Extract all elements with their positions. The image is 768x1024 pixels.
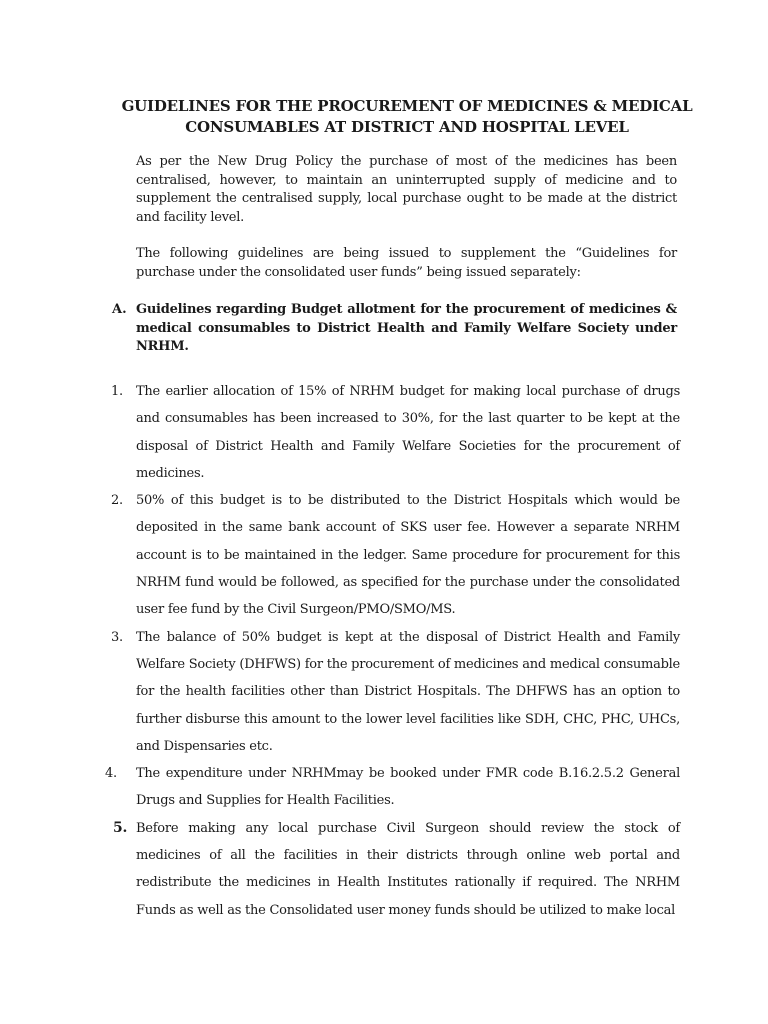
list-item-number: 1.: [111, 384, 123, 399]
section-a: [110, 301, 677, 357]
list-item-number: 3.: [111, 629, 123, 645]
list-item-number: 2.: [111, 493, 123, 509]
list-item-text: The earlier allocation of 15% of NRHM budget for making local purchase of drugs and consumables has been increased to 30%, for the last quarter to be kept at the disposal of District Health and Family Welfare Societies for the procurement of medicines.: [136, 384, 680, 481]
intro-paragraph-1: As per the New Drug Policy the purchase of most of the medicines has been centralised, however, to maintain an uninterrupted supply of medicine and to supplement the centralised supply, local purchase ought to be made at the district and facility level.: [136, 154, 677, 225]
list-item-text: The expenditure under NRHMmay be booked under FMR code B.16.2.5.2 General Drugs and Supplies for Health Facilities.: [136, 766, 680, 809]
section-a-heading: Guidelines regarding Budget allotment for the procurement of medicines & medical consumables to District Health and Family Welfare Society under NRHM.: [136, 302, 677, 354]
list-item-text: 50% of this budget is to be distributed to the District Hospitals which would be deposited in the same bank account of SKS user fee. However a separate NRHM account is to be maintained in the ledger. Same procedure for procurement for this NRHM fund would be followed, as specified for the purchase under the consolidated user fee fund by the Civil Surgeon/PMO/SMO/MS.: [136, 493, 680, 618]
title-line-1: GUIDELINES FOR THE PROCUREMENT OF MEDICINES & MEDICAL: [121, 97, 693, 115]
list-item-1: [100, 378, 680, 487]
list-item-2: [100, 487, 680, 623]
list-item-4: [100, 760, 680, 815]
list-item-3: [100, 624, 680, 760]
intro-paragraph-2: The following guidelines are being issued to supplement the “Guidelines for purchase under the consolidated user funds” being issued separately:: [136, 246, 677, 280]
list-item-5: [100, 815, 680, 924]
list-item-number: 4.: [105, 766, 117, 782]
document-title: [100, 96, 714, 138]
list-item-text: Before making any local purchase Civil Surgeon should review the stock of medicines of all the facilities in their districts through online web portal and redistribute the medicines in Health Institutes rationally if required. The NRHM Funds as well as the Consolidated user money funds should be utilized to make local: [136, 820, 680, 918]
title-line-2: CONSUMABLES AT DISTRICT AND HOSPITAL LEVEL: [185, 118, 629, 136]
list-item-number: 5.: [113, 819, 128, 836]
numbered-list: [100, 378, 680, 924]
section-a-marker: A.: [112, 302, 127, 317]
list-item-text: The balance of 50% budget is kept at the disposal of District Health and Family Welfare Society (DHFWS) for the procurement of medicines and medical consumable for the health facilities other than District Hospitals. The DHFWS has an option to further disburse this amount to the lower level facilities like SDH, CHC, PHC, UHCs, and Dispensaries etc.: [136, 629, 680, 754]
